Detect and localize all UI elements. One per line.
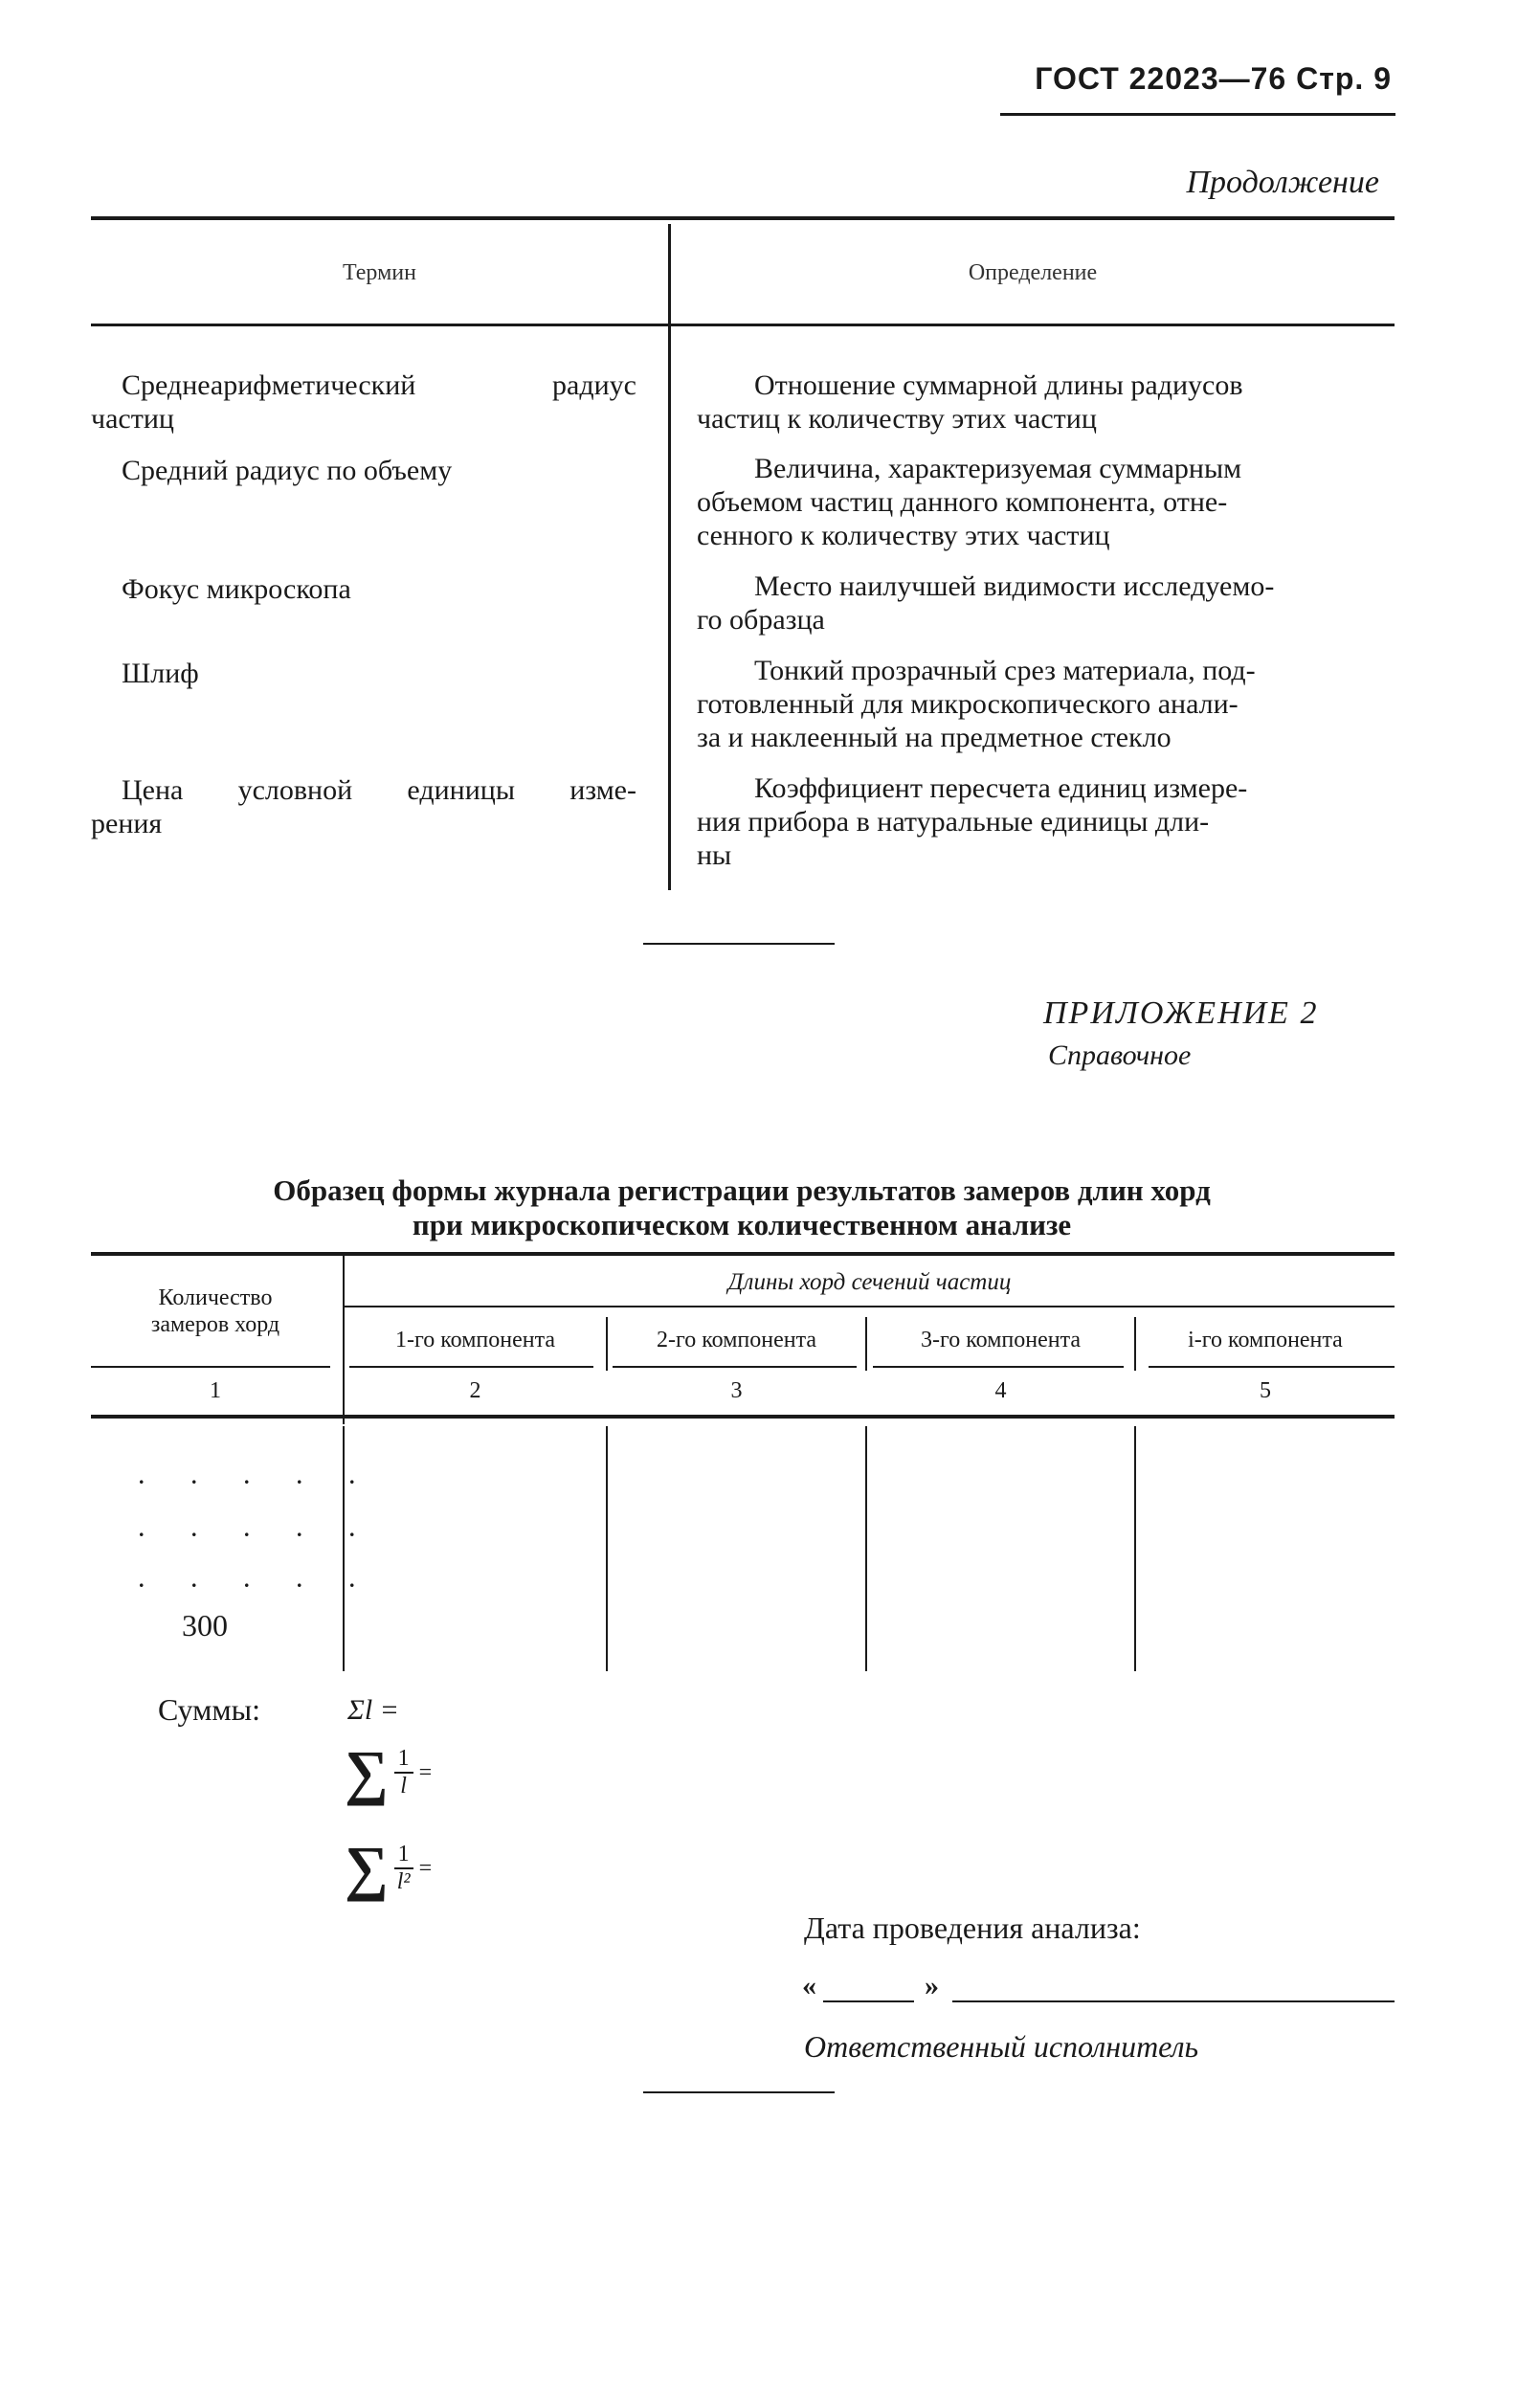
page-header: ГОСТ 22023—76 Стр. 9: [1035, 61, 1392, 96]
journal-table-top-rule: [91, 1252, 1395, 1256]
term-text: радиус: [552, 369, 636, 401]
journal-subheader-rule: [613, 1366, 857, 1368]
subcol-header-3: 3-го компонента: [920, 1328, 1082, 1352]
col-number-3: 3: [730, 1378, 743, 1403]
definition-text: Место наилучшей видимости исследуемо-: [754, 570, 1275, 602]
definition-row-3: [697, 570, 1395, 637]
appendix-subtitle: Справочное: [1048, 1039, 1192, 1071]
fraction-numerator: 1: [394, 1746, 413, 1774]
header-line: замеров хорд: [150, 1312, 280, 1337]
term-text: Цена условной единицы изме-: [122, 774, 636, 806]
definition-row-4: [697, 654, 1395, 754]
journal-subheader-rule: [349, 1366, 593, 1368]
journal-subheader-rule: [1149, 1366, 1395, 1368]
ellipsis-row: . . . . .: [139, 1464, 376, 1488]
last-row-number: 300: [182, 1608, 228, 1642]
form-title: [91, 1173, 1393, 1242]
col-number-4: 4: [994, 1378, 1007, 1403]
definition-text: Коэффициент пересчета единиц измере-: [754, 772, 1248, 804]
terms-table-top-rule: [91, 216, 1395, 220]
subcol-header-2: 2-го компонента: [656, 1328, 817, 1352]
quote-close: »: [925, 1970, 939, 2001]
journal-group-rule: [345, 1306, 1395, 1307]
equals-sign: =: [418, 1855, 433, 1881]
journal-body-divider: [865, 1426, 867, 1671]
section-separator: [643, 943, 835, 945]
journal-body-divider: [1134, 1426, 1136, 1671]
definition-text: Отношение суммарной длины радиусов: [754, 369, 1243, 401]
sum-reciprocal-l: [345, 1737, 432, 1808]
definition-row-5: [697, 771, 1395, 872]
journal-subheader-rule: [91, 1366, 330, 1368]
ellipsis-row: . . . . .: [139, 1568, 376, 1592]
ellipsis-row: . . . . .: [139, 1517, 376, 1541]
col-header-definition: Определение: [968, 260, 1098, 285]
date-month-blank: [952, 2000, 1395, 2002]
terms-table-header-rule: [91, 324, 1395, 326]
quote-open: «: [802, 1970, 816, 2001]
header-line: Количество: [158, 1285, 273, 1310]
analysis-date-label: Дата проведения анализа:: [804, 1911, 1141, 1945]
form-title-line: при микроскопическом количественном анализе: [412, 1208, 1072, 1241]
term-row-5: [91, 773, 636, 840]
equals-sign: =: [418, 1759, 433, 1785]
term-row-1: [91, 369, 636, 436]
subcol-header-1: 1-го компонента: [394, 1328, 556, 1352]
definition-text: го образца: [697, 604, 825, 636]
sigma-icon: ∑: [345, 1834, 389, 1902]
term-text: частиц: [91, 403, 174, 435]
definition-text: Величина, характеризуемая суммарным: [754, 453, 1242, 484]
sum-l: Σl =: [347, 1694, 399, 1726]
responsible-person-label: Ответственный исполнитель: [804, 2029, 1199, 2064]
col-header-term: Термин: [343, 260, 416, 285]
journal-body-divider: [606, 1426, 608, 1671]
term-row-4: Шлиф: [122, 658, 199, 689]
journal-table-header-bottom-rule: [91, 1415, 1395, 1419]
definition-text: объемом частиц данного компонента, отне-: [697, 486, 1228, 518]
term-text: рения: [91, 808, 163, 839]
definition-text: ния прибора в натуральные единицы дли-: [697, 806, 1210, 838]
definition-text: ны: [697, 839, 732, 871]
definition-row-1: [697, 369, 1395, 436]
sums-label: Суммы:: [158, 1692, 261, 1727]
form-title-line: Образец формы журнала регистрации результатов замеров длин хорд: [273, 1173, 1211, 1207]
definition-text: за и наклеенный на предметное стекло: [697, 722, 1172, 753]
definition-row-2: [697, 452, 1395, 552]
col-number-2: 2: [469, 1378, 481, 1403]
subcol-header-4: i-го компонента: [1188, 1328, 1343, 1352]
term-row-2: Средний радиус по объему: [122, 455, 453, 486]
fraction-numerator: 1: [394, 1842, 413, 1869]
fraction: [394, 1842, 413, 1895]
definition-text: Тонкий прозрачный срез материала, под-: [754, 655, 1256, 686]
fraction: [394, 1746, 413, 1799]
col-number-1: 1: [210, 1378, 221, 1403]
header-rule: [1000, 113, 1395, 116]
journal-body-divider: [343, 1426, 345, 1671]
sum-reciprocal-l-squared: [345, 1833, 432, 1904]
fraction-denominator: l²: [396, 1869, 411, 1894]
journal-group-header: Длины хорд сечений частиц: [727, 1269, 1012, 1295]
journal-subheader-rule: [873, 1366, 1124, 1368]
definition-text: готовленный для микроскопического анали-: [697, 688, 1239, 720]
journal-col-count-header: [91, 1285, 340, 1338]
term-text: Среднеарифметический: [122, 369, 416, 401]
definition-text: частиц к количеству этих частиц: [697, 403, 1097, 435]
sigma-icon: ∑: [345, 1738, 389, 1806]
term-row-3: Фокус микроскопа: [122, 573, 351, 605]
appendix-title: ПРИЛОЖЕНИЕ 2: [1043, 995, 1319, 1031]
definition-text: сенного к количеству этих частиц: [697, 520, 1110, 551]
continued-label: Продолжение: [1186, 165, 1379, 200]
end-separator: [643, 2091, 835, 2093]
col-number-5: 5: [1260, 1378, 1271, 1403]
date-day-blank: [823, 2000, 914, 2002]
fraction-denominator: l: [400, 1774, 407, 1799]
